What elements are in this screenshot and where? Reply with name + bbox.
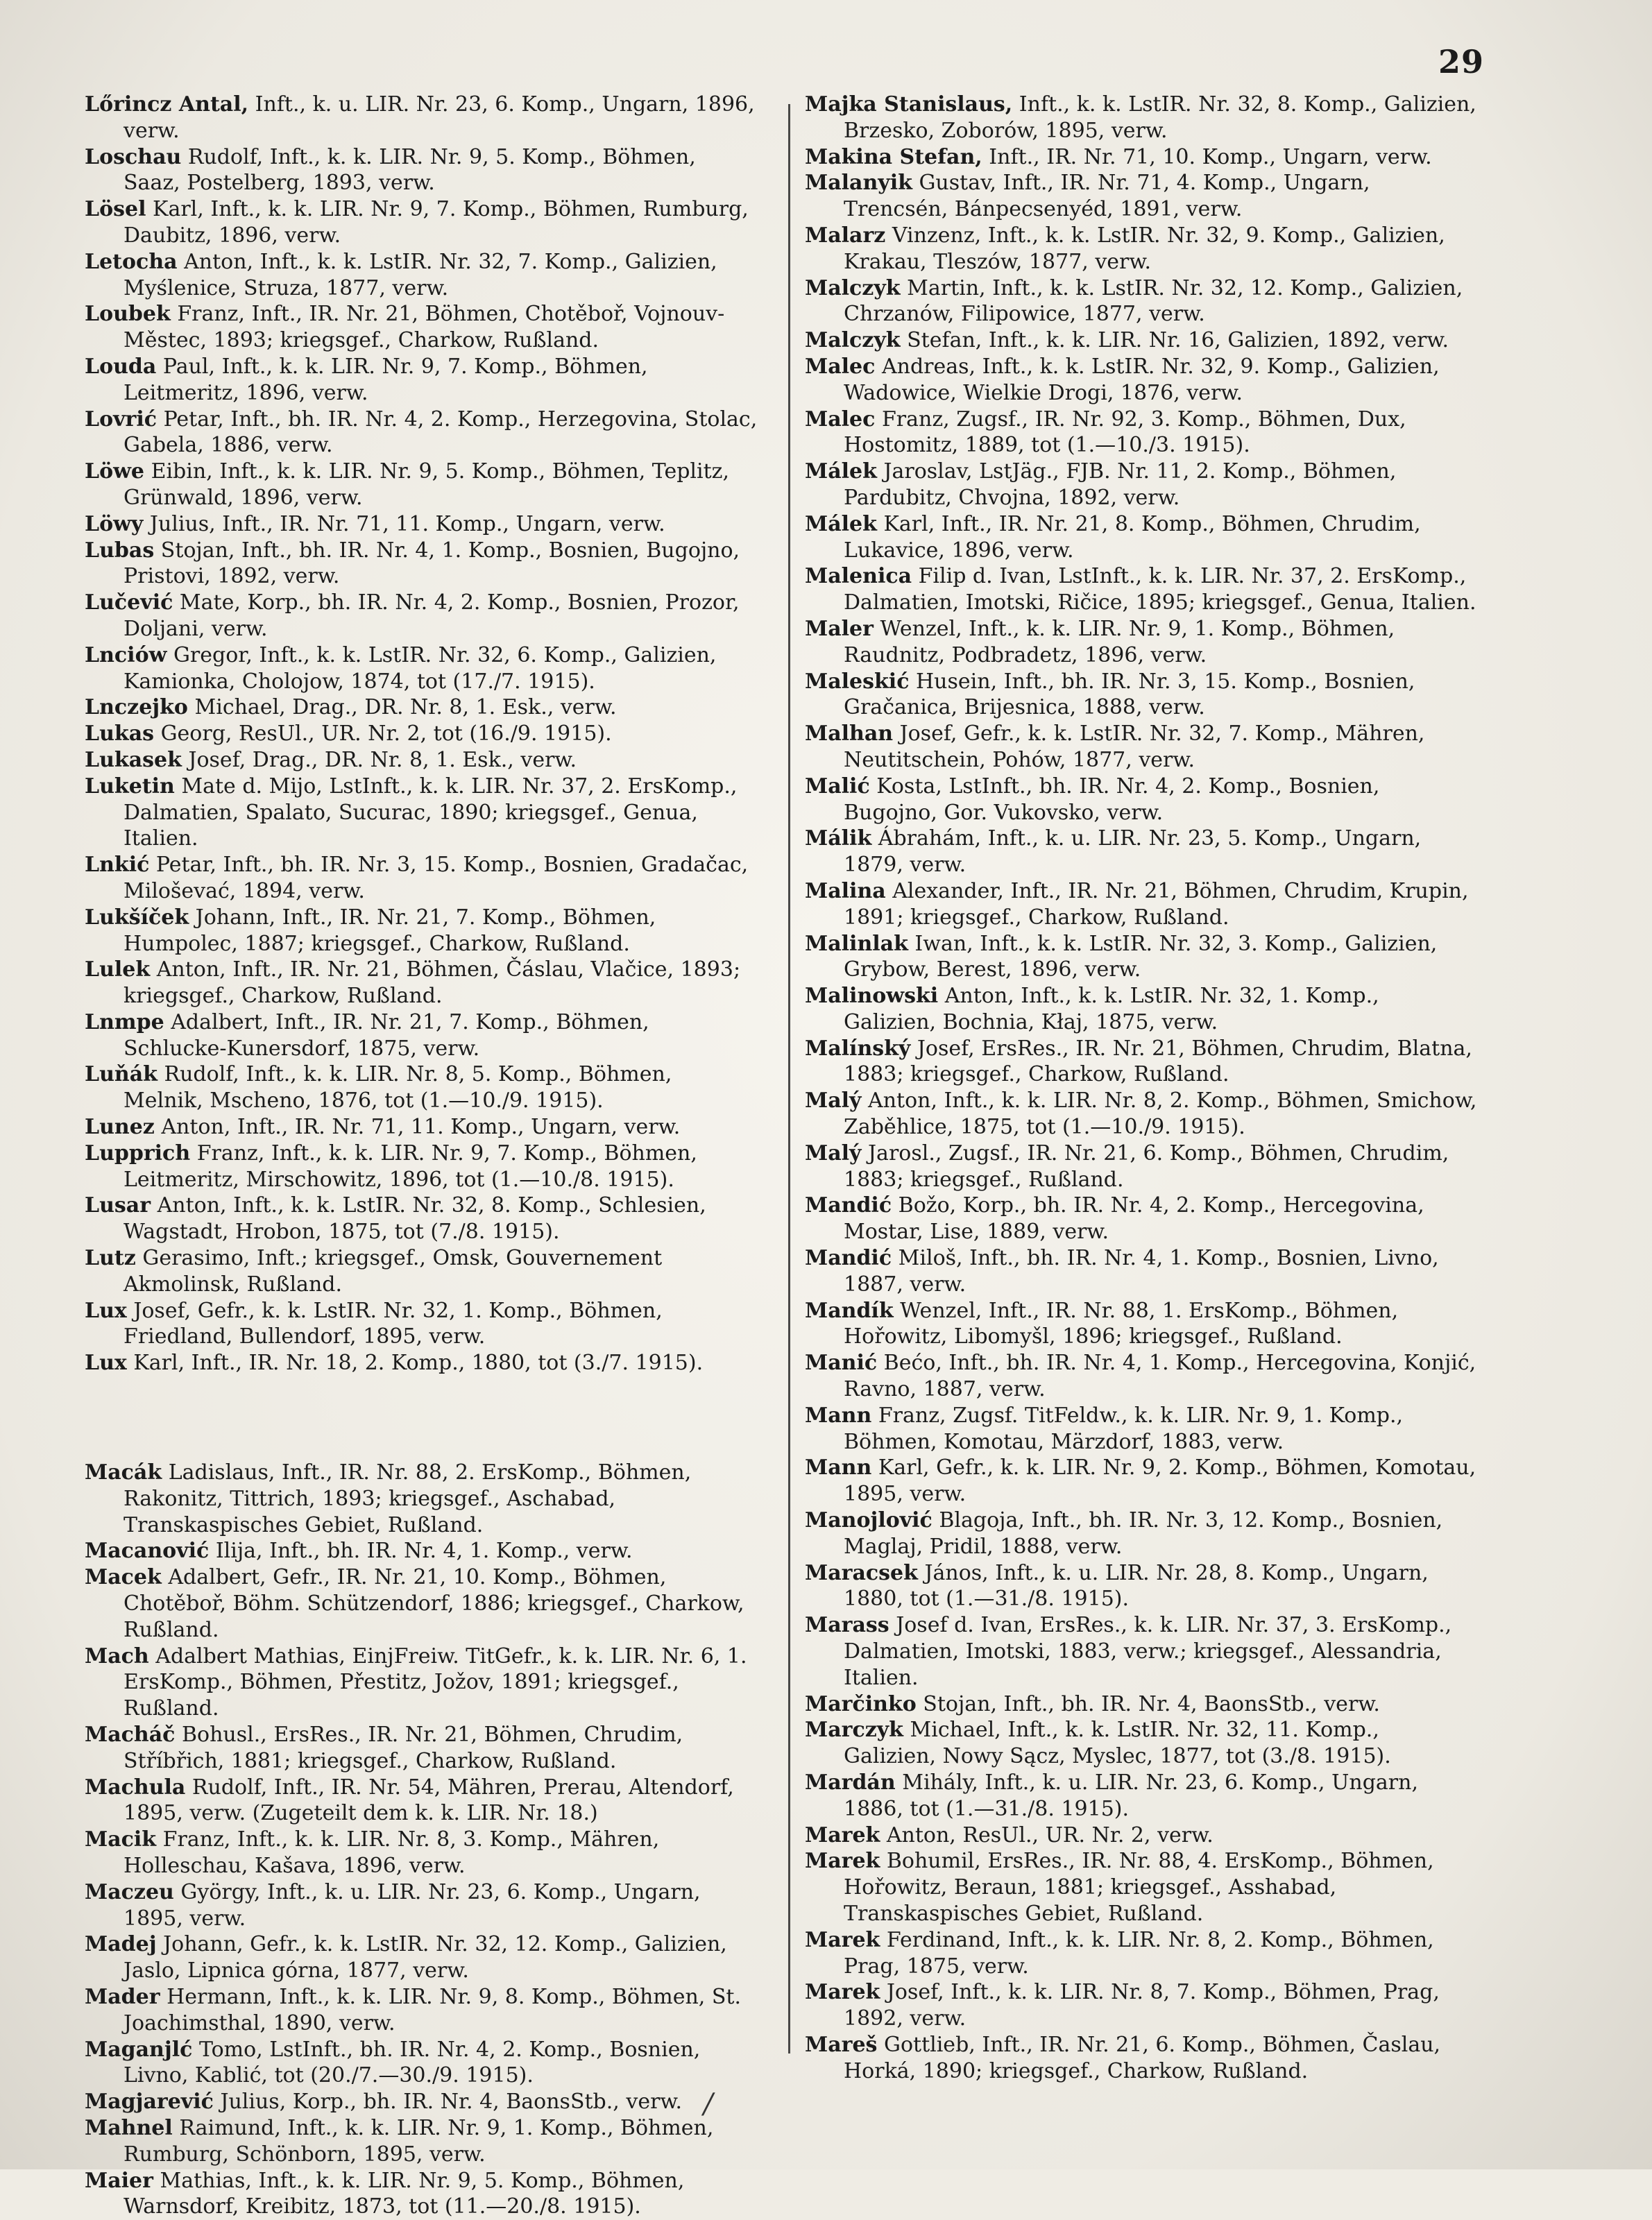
list-entry <box>85 459 758 511</box>
entry-details: Johann, Gefr., k. k. LstIR. Nr. 32, 12. Komp., Galizien, Jaslo, Lipnica górna, 1877, verw. <box>124 1932 727 1983</box>
entry-name: Loschau <box>85 144 182 169</box>
page-number: 29 <box>1438 43 1484 80</box>
list-entry <box>805 1508 1478 1560</box>
entry-name: Maganjlć <box>85 2037 193 2062</box>
entry-details: Adalbert, Gefr., IR. Nr. 21, 10. Komp., Böhmen, Chotěboř, Böhm. Schützendorf, 1886; kriegsgef., Charkow, Rußland. <box>124 1565 744 1642</box>
list-entry <box>85 1350 758 1376</box>
entry-name: Lutz <box>85 1246 136 1271</box>
list-entry <box>85 1460 758 1538</box>
entry-name: Lux <box>85 1351 127 1376</box>
entry-name: Malczyk <box>805 328 901 353</box>
entry-details: Iwan, Inft., k. k. LstIR. Nr. 32, 3. Komp., Galizien, Grybow, Berest, 1896, verw. <box>844 931 1438 982</box>
entry-name: Maczeu <box>85 1879 174 1904</box>
list-entry <box>85 905 758 957</box>
entry-name: Lnciów <box>85 642 167 667</box>
list-entry <box>85 511 758 538</box>
list-entry <box>805 1848 1478 1927</box>
entry-details: János, Inft., k. u. LIR. Nr. 28, 8. Komp., Ungarn, 1880, tot (1.—31./8. 1915). <box>844 1560 1429 1612</box>
list-entry <box>85 2089 758 2115</box>
list-entry <box>805 1193 1478 1245</box>
list-entry <box>805 1927 1478 1980</box>
entry-name: Malec <box>805 407 876 432</box>
entry-details: Stojan, Inft., bh. IR. Nr. 4, BaonsStb., verw. <box>923 1691 1380 1716</box>
entry-name: Malenica <box>805 564 912 589</box>
entry-name: Lovrić <box>85 407 157 432</box>
entry-details: Josef, ErsRes., IR. Nr. 21, Böhmen, Chrudim, Blatna, 1883; kriegsgef., Charkow, Rußland. <box>844 1036 1472 1087</box>
entry-name: Löwe <box>85 459 145 484</box>
list-entry <box>805 616 1478 669</box>
list-entry <box>805 459 1478 511</box>
entry-details: Ilija, Inft., bh. IR. Nr. 4, 1. Komp., verw. <box>215 1539 633 1564</box>
entry-name: Malina <box>805 878 886 903</box>
list-entry <box>805 275 1478 328</box>
list-entry <box>85 747 758 774</box>
column-divider <box>788 104 790 2054</box>
list-entry <box>805 1298 1478 1351</box>
entry-name: Macek <box>85 1565 162 1590</box>
entry-details: Michael, Drag., DR. Nr. 8, 1. Esk., verw. <box>194 695 617 720</box>
entry-name: Marek <box>805 1980 880 2005</box>
list-entry <box>805 774 1478 826</box>
list-entry <box>85 354 758 407</box>
list-entry <box>805 1088 1478 1141</box>
entry-name: Mareš <box>805 2032 878 2057</box>
entry-details: Ferdinand, Inft., k. k. LIR. Nr. 8, 2. Komp., Böhmen, Prag, 1875, verw. <box>844 1927 1434 1979</box>
list-entry <box>805 983 1478 1036</box>
entry-details: Josef, Gefr., k. k. LstIR. Nr. 32, 7. Komp., Mähren, Neutitschein, Pohów, 1877, verw. <box>844 722 1425 772</box>
entry-details: Anton, Inft., k. k. LstIR. Nr. 32, 7. Komp., Galizien, Myślenice, Struza, 1877, verw. <box>124 249 717 300</box>
entry-name: Louda <box>85 354 157 379</box>
list-entry <box>85 1879 758 1932</box>
entry-details: Gregor, Inft., k. k. LstIR. Nr. 32, 6. Komp., Galizien, Kamionka, Cholojow, 1874, tot (17./7. 1915). <box>124 642 717 694</box>
entry-name: Mann <box>805 1455 872 1480</box>
entry-name: Lőrincz Antal, <box>85 92 249 117</box>
entry-name: Lupprich <box>85 1141 191 1166</box>
entry-details: Mate, Korp., bh. IR. Nr. 4, 2. Komp., Bosnien, Prozor, Doljani, verw. <box>124 590 740 641</box>
entry-name: Löwy <box>85 511 144 536</box>
list-entry <box>805 1455 1478 1508</box>
list-entry <box>805 1560 1478 1613</box>
entry-details: Georg, ResUl., UR. Nr. 2, tot (16./9. 1915). <box>160 722 612 746</box>
list-entry <box>805 1612 1478 1691</box>
entry-details: Johann, Inft., IR. Nr. 21, 7. Komp., Böhmen, Humpolec, 1887; kriegsgef., Charkow, Rußland. <box>124 905 656 956</box>
entry-details: Gerasimo, Inft.; kriegsgef., Omsk, Gouvernement Akmolinsk, Rußland. <box>124 1246 663 1297</box>
entry-name: Lnkić <box>85 853 150 878</box>
entry-details: Mathias, Inft., k. k. LIR. Nr. 9, 5. Komp., Böhmen, Warnsdorf, Kreibitz, 1873, tot (11.—20./8. 1915). <box>124 2168 685 2219</box>
entry-details: Inft., IR. Nr. 71, 10. Komp., Ungarn, verw. <box>989 144 1432 169</box>
entry-name: Luňák <box>85 1062 157 1087</box>
list-entry <box>805 511 1478 564</box>
entry-details: Josef, Inft., k. k. LIR. Nr. 8, 7. Komp., Böhmen, Prag, 1892, verw. <box>844 1980 1440 2031</box>
list-entry <box>85 1114 758 1141</box>
list-entry <box>805 92 1478 144</box>
list-entry <box>805 1822 1478 1849</box>
list-entry <box>85 92 758 144</box>
list-entry <box>85 1931 758 1984</box>
list-entry <box>805 1350 1478 1403</box>
right-column <box>805 92 1478 2085</box>
entry-name: Maleskić <box>805 669 910 694</box>
entry-details: Adalbert, Inft., IR. Nr. 21, 7. Komp., Böhmen, Schlucke-Kunersdorf, 1875, verw. <box>124 1009 649 1061</box>
list-entry <box>85 1827 758 1879</box>
entry-details: Bohusl., ErsRes., IR. Nr. 21, Böhmen, Chrudim, Stříbřich, 1881; kriegsgef., Charkow, Rußland. <box>124 1723 683 1773</box>
list-entry <box>805 144 1478 171</box>
list-entry <box>85 694 758 721</box>
list-entry <box>805 563 1478 616</box>
entry-name: Marek <box>805 1927 880 1952</box>
entry-name: Magjarević <box>85 2090 214 2115</box>
entry-details: Vinzenz, Inft., k. k. LstIR. Nr. 32, 9. Komp., Galizien, Krakau, Tleszów, 1877, verw. <box>844 223 1445 274</box>
list-entry <box>805 878 1478 931</box>
entry-details: Franz, Inft., IR. Nr. 21, Böhmen, Chotěboř, Vojnouv-Městec, 1893; kriegsgef., Charkow, Rußland. <box>124 302 725 353</box>
entry-name: Loubek <box>85 302 171 327</box>
entry-name: Lubas <box>85 538 155 563</box>
entry-name: Lnczejko <box>85 695 188 720</box>
list-entry <box>805 327 1478 354</box>
entry-name: Mader <box>85 1984 160 2009</box>
entry-details: Blagoja, Inft., bh. IR. Nr. 3, 12. Komp., Bosnien, Maglaj, Pridil, 1888, verw. <box>844 1508 1443 1559</box>
entry-details: Miloš, Inft., bh. IR. Nr. 4, 1. Komp., Bosnien, Livno, 1887, verw. <box>844 1246 1439 1297</box>
entry-name: Malarz <box>805 223 886 248</box>
list-entry <box>85 2115 758 2168</box>
list-entry <box>805 1141 1478 1193</box>
entry-details: Inft., k. u. LIR. Nr. 23, 6. Komp., Ungarn, 1896, verw. <box>124 92 755 143</box>
list-entry <box>805 170 1478 223</box>
entry-name: Mandić <box>805 1246 892 1271</box>
list-entry <box>85 1643 758 1722</box>
entry-name: Mann <box>805 1403 872 1428</box>
left-column <box>85 92 758 2220</box>
entry-name: Macák <box>85 1460 162 1485</box>
entry-name: Málek <box>805 459 877 484</box>
entry-name: Marek <box>805 1849 880 1874</box>
entry-name: Malić <box>805 774 870 799</box>
entry-name: Málik <box>805 826 872 851</box>
entry-details: Petar, Inft., bh. IR. Nr. 3, 15. Komp., Bosnien, Gradačac, Miloševać, 1894, verw. <box>124 853 749 903</box>
entry-name: Mardán <box>805 1770 896 1795</box>
list-entry <box>805 1770 1478 1822</box>
entry-name: Marčinko <box>805 1691 917 1716</box>
entry-details: Gottlieb, Inft., IR. Nr. 21, 6. Komp., Böhmen, Časlau, Horká, 1890; kriegsgef., Charkow, Rußland. <box>844 2032 1441 2083</box>
entry-details: Alexander, Inft., IR. Nr. 21, Böhmen, Chrudim, Krupin, 1891; kriegsgef., Charkow, Rußland. <box>844 878 1469 930</box>
list-entry <box>85 196 758 249</box>
list-entry <box>805 1403 1478 1455</box>
entry-name: Macik <box>85 1827 157 1852</box>
list-entry <box>805 721 1478 774</box>
entry-details: Jaroslav, LstJäg., FJB. Nr. 11, 2. Komp., Böhmen, Pardubitz, Chvojna, 1892, verw. <box>844 459 1397 510</box>
list-entry <box>85 1298 758 1351</box>
list-entry <box>805 223 1478 275</box>
entry-details: Kosta, LstInft., bh. IR. Nr. 4, 2. Komp., Bosnien, Bugojno, Gor. Vukovsko, verw. <box>844 774 1380 825</box>
entry-details: Rudolf, Inft., k. k. LIR. Nr. 8, 5. Komp., Böhmen, Melnik, Mscheno, 1876, tot (1.—10./9. 1915). <box>124 1062 672 1113</box>
entry-name: Mahnel <box>85 2115 173 2140</box>
entry-details: Gustav, Inft., IR. Nr. 71, 4. Komp., Ungarn, Trencsén, Bánpecsenyéd, 1891, verw. <box>844 171 1370 222</box>
entry-name: Letocha <box>85 249 178 274</box>
entry-details: Michael, Inft., k. k. LstIR. Nr. 32, 11. Komp., Galizien, Nowy Sącz, Myslec, 1877, tot (3./8. 1915). <box>844 1718 1391 1769</box>
entry-name: Luketin <box>85 774 175 799</box>
entry-details: Martin, Inft., k. k. LstIR. Nr. 32, 12. Komp., Galizien, Chrzanów, Filipowice, 1877, verw. <box>844 275 1463 327</box>
entry-name: Lnmpe <box>85 1009 164 1034</box>
entry-name: Malínský <box>805 1036 911 1061</box>
list-entry <box>85 852 758 905</box>
entry-details: Ábrahám, Inft., k. u. LIR. Nr. 23, 5. Komp., Ungarn, 1879, verw. <box>844 826 1422 878</box>
entry-name: Lunez <box>85 1115 155 1140</box>
entry-name: Majka Stanislaus, <box>805 92 1013 117</box>
entry-details: Anton, Inft., k. k. LstIR. Nr. 32, 1. Komp., Galizien, Bochnia, Kłaj, 1875, verw. <box>844 984 1379 1034</box>
entry-name: Macháč <box>85 1723 176 1748</box>
entry-details: Anton, ResUl., UR. Nr. 2, verw. <box>886 1822 1214 1847</box>
entry-details: Petar, Inft., bh. IR. Nr. 4, 2. Komp., Herzegovina, Stolac, Gabela, 1886, verw. <box>124 407 758 458</box>
entry-details: György, Inft., k. u. LIR. Nr. 23, 6. Komp., Ungarn, 1895, verw. <box>124 1879 701 1931</box>
entry-name: Marass <box>805 1613 889 1638</box>
entry-name: Lukšíček <box>85 905 189 930</box>
list-entry <box>85 642 758 695</box>
entry-details: Mate d. Mijo, LstInft., k. k. LIR. Nr. 37, 2. ErsKomp., Dalmatien, Spalato, Sucurac, 1890; kriegsgef., Genua, Italien. <box>124 774 738 851</box>
entry-details: Andreas, Inft., k. k. LstIR. Nr. 32, 9. Komp., Galizien, Wadowice, Wielkie Drogi, 1876, verw. <box>844 354 1440 405</box>
list-entry <box>805 2032 1478 2085</box>
entry-details: Josef d. Ivan, ErsRes., k. k. LIR. Nr. 37, 3. ErsKomp., Dalmatien, Imotski, 1883, verw.; kriegsgef., Alessandria, Italien. <box>844 1613 1452 1690</box>
list-entry <box>85 1564 758 1643</box>
list-entry <box>85 1984 758 2037</box>
entry-details: Julius, Inft., IR. Nr. 71, 11. Komp., Ungarn, verw. <box>149 511 665 536</box>
entry-name: Malczyk <box>805 275 901 300</box>
list-entry <box>805 931 1478 984</box>
entry-details: Husein, Inft., bh. IR. Nr. 3, 15. Komp., Bosnien, Gračanica, Brijesnica, 1888, verw. <box>844 669 1415 720</box>
entry-details: Eibin, Inft., k. k. LIR. Nr. 9, 5. Komp., Böhmen, Teplitz, Grünwald, 1896, verw. <box>124 459 729 510</box>
entry-details: Paul, Inft., k. k. LIR. Nr. 9, 7. Komp., Böhmen, Leitmeritz, 1896, verw. <box>124 354 648 405</box>
entry-details: Wenzel, Inft., k. k. LIR. Nr. 9, 1. Komp., Böhmen, Raudnitz, Podbradetz, 1896, verw. <box>844 616 1395 667</box>
entry-details: Raimund, Inft., k. k. LIR. Nr. 9, 1. Komp., Böhmen, Rumburg, Schönborn, 1895, verw. <box>124 2115 714 2167</box>
entry-details: Franz, Zugsf. TitFeldw., k. k. LIR. Nr. 9, 1. Komp., Böhmen, Komotau, Märzdorf, 1883, verw. <box>844 1403 1404 1454</box>
entry-name: Lukasek <box>85 747 182 772</box>
stray-mark: / <box>704 2088 713 2120</box>
entry-name: Malý <box>805 1141 862 1166</box>
entry-name: Mandić <box>805 1193 892 1218</box>
list-entry <box>85 538 758 590</box>
entry-name: Mandík <box>805 1298 894 1323</box>
list-entry <box>85 774 758 852</box>
entry-name: Manić <box>805 1351 878 1376</box>
entry-details: Filip d. Ivan, LstInft., k. k. LIR. Nr. 37, 2. ErsKomp., Dalmatien, Imotski, Ričice, 1895; kriegsgef., Genua, Italien. <box>844 564 1476 615</box>
list-entry <box>85 249 758 302</box>
entry-details: Anton, Inft., k. k. LIR. Nr. 8, 2. Komp., Böhmen, Smichow, Zaběhlice, 1875, tot (1.—10./9. 1915). <box>844 1088 1477 1140</box>
entry-name: Makina Stefan, <box>805 144 982 169</box>
entry-details: Anton, Inft., IR. Nr. 21, Böhmen, Čáslau, Vlačice, 1893; kriegsgef., Charkow, Rußland. <box>124 957 741 1009</box>
entry-details: Anton, Inft., IR. Nr. 71, 11. Komp., Ungarn, verw. <box>161 1115 681 1140</box>
entry-details: Božo, Korp., bh. IR. Nr. 4, 2. Komp., Hercegovina, Mostar, Lise, 1889, verw. <box>844 1193 1424 1245</box>
entry-details: Stefan, Inft., k. k. LIR. Nr. 16, Galizien, 1892, verw. <box>907 328 1449 353</box>
entry-name: Marczyk <box>805 1718 903 1743</box>
list-entry <box>805 1717 1478 1770</box>
list-entry <box>85 1775 758 1827</box>
list-entry <box>85 1009 758 1062</box>
list-entry <box>85 1193 758 1245</box>
list-entry <box>85 1061 758 1114</box>
entry-details: Ladislaus, Inft., IR. Nr. 88, 2. ErsKomp., Böhmen, Rakonitz, Tittrich, 1893; kriegsgef., Aschabad, Transkaspisches Gebiet, Rußland. <box>124 1460 692 1537</box>
entry-name: Malanyik <box>805 171 912 196</box>
entry-name: Mach <box>85 1643 149 1668</box>
entry-details: Bohumil, ErsRes., IR. Nr. 88, 4. ErsKomp., Böhmen, Hořowitz, Beraun, 1881; kriegsgef., Asshabad, Transkaspisches Gebiet, Rußland. <box>844 1849 1434 1926</box>
entry-details: Franz, Inft., k. k. LIR. Nr. 8, 3. Komp., Mähren, Holleschau, Kašava, 1896, verw. <box>124 1827 660 1878</box>
entry-name: Lösel <box>85 197 146 222</box>
list-entry <box>85 721 758 747</box>
entry-details: Rudolf, Inft., IR. Nr. 54, Mähren, Prerau, Altendorf, 1895, verw. (Zugeteilt dem k. k. LIR. Nr. 18.) <box>124 1775 734 1826</box>
entry-name: Macanović <box>85 1539 210 1564</box>
list-entry <box>85 2168 758 2220</box>
entry-name: Malhan <box>805 722 894 746</box>
entry-name: Malinlak <box>805 931 908 956</box>
list-entry <box>805 354 1478 407</box>
entry-details: Josef, Gefr., k. k. LstIR. Nr. 32, 1. Komp., Böhmen, Friedland, Bullendorf, 1895, verw. <box>124 1298 663 1349</box>
list-entry <box>805 669 1478 722</box>
list-entry <box>85 1722 758 1775</box>
entry-name: Lusar <box>85 1193 151 1218</box>
entry-details: Adalbert Mathias, EinjFreiw. TitGefr., k. k. LIR. Nr. 6, 1. ErsKomp., Böhmen, Přestitz, Jožov, 1891; kriegsgef., Rußland. <box>124 1643 747 1721</box>
entry-name: Madej <box>85 1932 157 1957</box>
list-entry <box>805 1979 1478 2032</box>
list-entry <box>805 1245 1478 1298</box>
entry-name: Manojlović <box>805 1508 933 1533</box>
entry-name: Maier <box>85 2168 153 2193</box>
entry-name: Maracsek <box>805 1560 918 1585</box>
entry-details: Jarosl., Zugsf., IR. Nr. 21, 6. Komp., Böhmen, Chrudim, 1883; kriegsgef., Rußland. <box>844 1141 1449 1192</box>
entry-details: Julius, Korp., bh. IR. Nr. 4, BaonsStb., verw. <box>220 2090 683 2115</box>
list-entry <box>805 1691 1478 1718</box>
entry-name: Maler <box>805 616 874 641</box>
section-gap <box>85 1376 758 1460</box>
entry-details: Karl, Gefr., k. k. LIR. Nr. 9, 2. Komp., Böhmen, Komotau, 1895, verw. <box>844 1455 1476 1507</box>
entry-details: Inft., k. k. LstIR. Nr. 32, 8. Komp., Galizien, Brzesko, Zoborów, 1895, verw. <box>844 92 1476 143</box>
entry-name: Malinowski <box>805 984 939 1009</box>
entry-details: Tomo, LstInft., bh. IR. Nr. 4, 2. Komp., Bosnien, Livno, Kablić, tot (20./7.—30./9. 1915). <box>124 2037 701 2088</box>
list-entry <box>85 407 758 459</box>
entry-name: Malý <box>805 1088 862 1113</box>
entry-details: Karl, Inft., IR. Nr. 21, 8. Komp., Böhmen, Chrudim, Lukavice, 1896, verw. <box>844 511 1421 563</box>
entry-details: Franz, Inft., k. k. LIR. Nr. 9, 7. Komp., Böhmen, Leitmeritz, Mirschowitz, 1896, tot (1.—10./8. 1915). <box>124 1141 697 1192</box>
list-entry <box>85 1538 758 1564</box>
entry-name: Marek <box>805 1822 880 1847</box>
entry-name: Lulek <box>85 957 151 982</box>
list-entry <box>85 1245 758 1298</box>
entry-name: Malec <box>805 354 876 379</box>
entry-details: Josef, Drag., DR. Nr. 8, 1. Esk., verw. <box>188 747 577 772</box>
list-entry <box>85 957 758 1009</box>
entry-name: Lučević <box>85 590 173 615</box>
list-entry <box>85 590 758 642</box>
entry-details: Hermann, Inft., k. k. LIR. Nr. 9, 8. Komp., Böhmen, St. Joachimsthal, 1890, verw. <box>124 1984 742 2035</box>
list-entry <box>85 301 758 354</box>
entry-details: Stojan, Inft., bh. IR. Nr. 4, 1. Komp., Bosnien, Bugojno, Pristovi, 1892, verw. <box>124 538 740 589</box>
entry-details: Mihály, Inft., k. u. LIR. Nr. 23, 6. Komp., Ungarn, 1886, tot (1.—31./8. 1915). <box>844 1770 1418 1821</box>
entry-details: Bećo, Inft., bh. IR. Nr. 4, 1. Komp., Hercegovina, Konjić, Ravno, 1887, verw. <box>844 1351 1476 1402</box>
entry-name: Málek <box>805 511 877 536</box>
list-entry <box>85 1141 758 1193</box>
entry-name: Machula <box>85 1775 186 1800</box>
list-entry <box>805 1036 1478 1088</box>
entry-details: Anton, Inft., k. k. LstIR. Nr. 32, 8. Komp., Schlesien, Wagstadt, Hrobon, 1875, tot (7./8. 1915). <box>124 1193 706 1245</box>
entry-details: Karl, Inft., IR. Nr. 18, 2. Komp., 1880, tot (3./7. 1915). <box>133 1351 704 1376</box>
list-entry <box>805 826 1478 878</box>
entry-details: Wenzel, Inft., IR. Nr. 88, 1. ErsKomp., Böhmen, Hořowitz, Libomyšl, 1896; kriegsgef., Rußland. <box>844 1298 1399 1349</box>
list-entry <box>805 407 1478 459</box>
entry-name: Lukas <box>85 722 155 746</box>
entry-name: Lux <box>85 1298 127 1323</box>
entry-details: Franz, Zugsf., IR. Nr. 92, 3. Komp., Böhmen, Dux, Hostomitz, 1889, tot (1.—10./3. 1915). <box>844 407 1406 458</box>
entry-details: Karl, Inft., k. k. LIR. Nr. 9, 7. Komp., Böhmen, Rumburg, Daubitz, 1896, verw. <box>124 197 749 248</box>
list-entry <box>85 2037 758 2090</box>
entry-details: Rudolf, Inft., k. k. LIR. Nr. 9, 5. Komp., Böhmen, Saaz, Postelberg, 1893, verw. <box>124 144 696 196</box>
list-entry <box>85 144 758 197</box>
